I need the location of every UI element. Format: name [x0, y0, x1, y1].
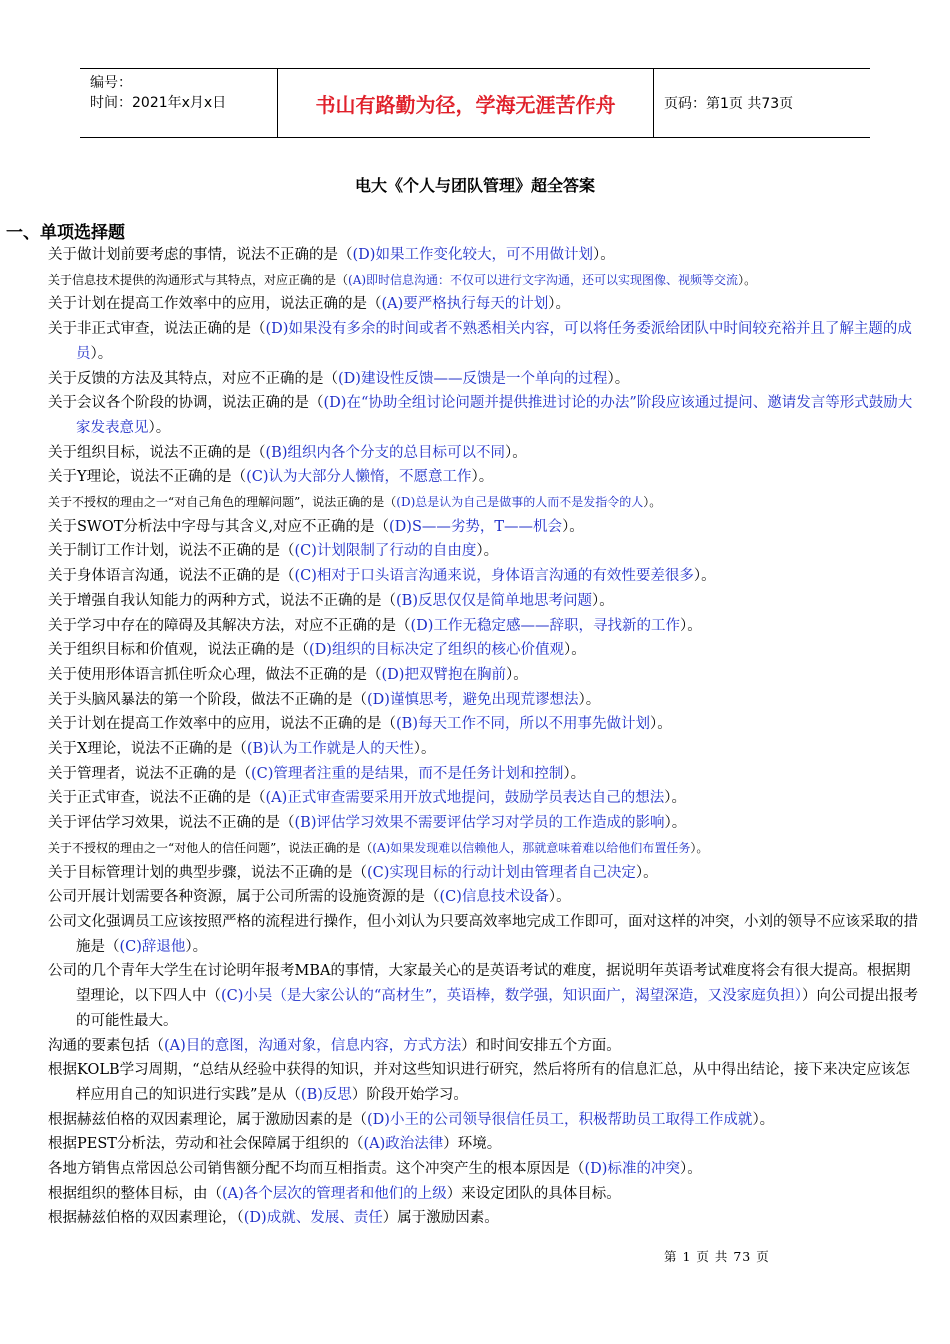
question-ending: ）。	[664, 790, 687, 807]
answer-text: (C)信息技术设备	[439, 889, 549, 906]
question-text: 关于管理者，说法不正确的是（	[48, 765, 251, 782]
question-text: 根据KOLB学习周期，“总结从经验中获得的知识，并对这些知识进行研究，然后将所有的信息汇总，从中得出结论，接下来决定应该怎样应用自己的知识进行实践”是从（	[48, 1062, 911, 1103]
question-text: 公司开展计划需要各种资源，属于公司所需的设施资源的是（	[48, 889, 440, 906]
page-info: 页码：第1页 共73页	[664, 96, 794, 112]
answer-text: (D)小王的公司领导很信任员工，积极帮助员工取得工作成就	[367, 1111, 753, 1128]
question-item	[48, 243, 918, 268]
question-text: 根据PEST分析法，劳动和社会保障属于组织的（	[48, 1136, 364, 1153]
answer-text: (D)把双臂抱在胸前	[381, 666, 506, 683]
question-ending: ）。	[752, 1111, 775, 1128]
answer-text: (D)总是认为自己是做事的人而不是发指令的人	[396, 495, 644, 510]
question-text: 关于正式审查，说法不正确的是（	[48, 790, 266, 807]
question-item	[48, 762, 918, 787]
answer-text: (D)工作无稳定感——辞职，寻找新的工作	[410, 617, 680, 634]
question-item	[48, 1132, 918, 1157]
question-text: 关于不授权的理由之一“对自己角色的理解问题”，说法正确的是（	[48, 495, 397, 510]
question-text: 关于不授权的理由之一“对他人的信任问题”，说法正确的是（	[48, 840, 373, 855]
question-ending: ）。	[591, 592, 614, 609]
question-ending: ）和时间安排五个方面。	[461, 1037, 621, 1054]
question-text: 关于使用形体语言抓住听众心理，做法不正确的是（	[48, 666, 382, 683]
question-ending: ）。	[185, 938, 208, 955]
question-item	[48, 1206, 918, 1231]
question-text: 关于组织目标，说法不正确的是（	[48, 444, 266, 461]
answer-text: (A)各个层次的管理者和他们的上级	[222, 1185, 447, 1202]
question-item	[48, 539, 918, 564]
header-left-cell	[80, 69, 278, 137]
question-text: 根据赫兹伯格的双因素理论，（	[48, 1210, 244, 1227]
question-ending: ）。	[476, 543, 499, 560]
question-ending: ）。	[649, 716, 672, 733]
question-text: 关于信息技术提供的沟通形式与其特点，对应正确的是（	[48, 272, 349, 287]
question-item	[48, 564, 918, 589]
question-ending: ）。	[693, 568, 716, 585]
answer-text: (C)认为大部分人懒惰，不愿意工作	[246, 469, 472, 486]
document-title: 电大《个人与团队管理》超全答案	[354, 176, 595, 195]
question-text: 关于计划在提高工作效率中的应用，说法正确的是（	[48, 296, 382, 313]
question-item	[48, 638, 918, 663]
question-item	[48, 836, 918, 861]
answer-text: (A)目的意图，沟通对象，信息内容，方式方法	[164, 1037, 462, 1054]
answer-text: (B)反思仅仅是简单地思考问题	[396, 592, 592, 609]
question-item	[48, 490, 918, 515]
question-ending: ）。	[90, 345, 113, 362]
answer-text: (D)如果没有多余的时间或者不熟悉相关内容，可以将任务委派给团队中时间较充裕并且了解主题的成员	[76, 321, 912, 362]
question-item	[48, 614, 918, 639]
question-text: 关于头脑风暴法的第一个阶段，做法不正确的是（	[48, 691, 367, 708]
question-item	[48, 1182, 918, 1207]
answer-text: (C)计划限制了行动的自由度	[294, 543, 477, 560]
answer-text: (D)谨慎思考，避免出现荒谬想法	[367, 691, 579, 708]
question-item	[48, 910, 918, 959]
question-text: 关于组织目标和价值观，说法正确的是（	[48, 642, 309, 659]
answer-text: (D)如果工作变化较大，可不用做计划	[352, 247, 593, 263]
question-ending: ）。	[738, 272, 757, 287]
question-text: 关于增强自我认知能力的两种方式，说法不正确的是（	[48, 592, 396, 609]
question-item	[48, 688, 918, 713]
header-motto-cell	[278, 69, 654, 137]
question-text: 关于计划在提高工作效率中的应用，说法不正确的是（	[48, 716, 396, 733]
question-item	[48, 391, 918, 440]
question-text: 关于Y理论，说法不正确的是（	[48, 469, 247, 486]
question-item	[48, 515, 918, 540]
question-text: 关于学习中存在的障碍及其解决方法，对应不正确的是（	[48, 617, 411, 634]
question-item	[48, 1058, 918, 1107]
question-ending: ）。	[562, 518, 584, 535]
question-text: 关于做计划前要考虑的事情，说法不正确的是（	[48, 247, 353, 263]
question-ending: ）。	[563, 765, 586, 782]
date-label: 时间：2021年x月x日	[90, 95, 227, 111]
question-ending: ）。	[679, 617, 702, 634]
question-ending: ）。	[413, 741, 436, 758]
question-ending: ）。	[679, 1161, 702, 1178]
question-ending: ）。	[548, 889, 571, 906]
page-footer: 第 1 页 共 73 页	[664, 1249, 770, 1264]
question-text: 关于身体语言沟通，说法不正确的是（	[48, 568, 295, 585]
answer-text: (D)成就、发展、责任	[243, 1210, 383, 1227]
question-item	[48, 712, 918, 737]
question-item	[48, 1034, 918, 1059]
question-item	[48, 663, 918, 688]
answer-text: (A)即时信息沟通：不仅可以进行文字沟通，还可以实现图像、视频等交流	[348, 272, 739, 287]
answer-text: (D)建设性反馈——反馈是一个单向的过程	[338, 370, 608, 387]
question-item	[48, 1157, 918, 1182]
question-ending: ）来设定团队的具体目标。	[446, 1185, 621, 1202]
question-ending: ）。	[578, 691, 601, 708]
answer-text: (C)管理者注重的是结果，而不是任务计划和控制	[251, 765, 564, 782]
question-ending: ）。	[471, 469, 494, 486]
question-text: 关于X理论，说法不正确的是（	[48, 741, 247, 758]
header-page-info-cell	[654, 69, 870, 137]
question-item	[48, 292, 918, 317]
answer-text: (D)标准的冲突	[584, 1161, 680, 1178]
question-item	[48, 1108, 918, 1133]
question-text: 关于评估学习效果，说法不正确的是（	[48, 815, 295, 832]
question-text: 根据组织的整体目标，由（	[48, 1185, 222, 1202]
question-text: 公司的几个青年大学生在讨论明年报考MBA的事情，大家最关心的是英语考试的难度，据说明年英语考试难度将会有很大提高。根据期望理论，以下四人中（	[48, 963, 911, 1005]
question-ending: ）向公司提出报考的可能性最大。	[76, 988, 918, 1029]
question-item	[48, 885, 918, 910]
question-text: 关于目标管理计划的典型步骤，说法不正确的是（	[48, 864, 367, 881]
question-ending: ）。	[690, 840, 709, 855]
question-ending: ）。	[643, 495, 662, 510]
answer-text: (A)正式审查需要采用开放式地提问，鼓励学员表达自己的想法	[265, 790, 665, 807]
question-ending: ）。	[505, 666, 528, 683]
question-ending: ）。	[548, 296, 571, 313]
answer-text: (B)认为工作就是人的天性	[246, 741, 414, 758]
question-item	[48, 441, 918, 466]
question-text: 关于会议各个阶段的协调，说法正确的是（	[48, 395, 324, 412]
question-ending: ）环境。	[443, 1136, 502, 1153]
answer-text: (D)在“协助全组讨论问题并提供推进讨论的办法”阶段应该通过提问、邀请发言等形式鼓励大家发表意见	[76, 395, 913, 436]
question-ending: ）。	[148, 419, 171, 436]
question-text: 关于非正式审查，说法正确的是（	[48, 321, 266, 338]
answer-text: (C)小吴（是大家公认的“高材生”，英语棒，数学强，知识面广，渴望深造，又没家庭负担）	[221, 988, 802, 1005]
answer-text: (A)如果发现难以信赖他人，那就意味着难以给他们布置任务	[372, 840, 691, 855]
answer-text: (C)辞退他	[119, 938, 186, 955]
question-item	[48, 317, 918, 366]
question-item	[48, 811, 918, 836]
answer-text: (A)要严格执行每天的计划	[381, 296, 549, 313]
question-item	[48, 589, 918, 614]
question-text: 沟通的要素包括（	[48, 1037, 164, 1054]
question-item	[48, 861, 918, 886]
question-text: 关于反馈的方法及其特点，对应不正确的是（	[48, 370, 338, 387]
question-text: 关于SWOT分析法中字母与其含义,对应不正确的是（	[48, 518, 390, 535]
question-item	[48, 268, 918, 293]
question-text: 公司文化强调员工应该按照严格的流程进行操作，但小刘认为只要高效率地完成工作即可，面对这样的冲突，小刘的领导不应该采取的措施是（	[48, 913, 918, 955]
answer-text: (D)S——劣势，T——机会	[389, 518, 563, 535]
question-text: 根据赫兹伯格的双因素理论，属于激励因素的是（	[48, 1111, 367, 1128]
question-ending: ）阶段开始学习。	[351, 1086, 468, 1103]
answer-text: (B)评估学习效果不需要评估学习对学员的工作造成的影响	[294, 815, 665, 832]
question-text: 关于制订工作计划，说法不正确的是（	[48, 543, 295, 560]
question-list	[48, 243, 918, 1231]
question-ending: ）。	[563, 642, 586, 659]
answer-text: (B)每天工作不同，所以不用事先做计划	[396, 716, 650, 733]
answer-text: (D)组织的目标决定了组织的核心价值观	[309, 642, 564, 659]
question-ending: ）。	[607, 370, 630, 387]
section-title: 一、单项选择题	[6, 223, 125, 243]
answer-text: (B)组织内各个分支的总目标可以不同	[265, 444, 505, 461]
question-ending: ）。	[635, 864, 658, 881]
motto-text: 书山有路勤为径，学海无涯苦作舟	[315, 92, 616, 117]
question-item	[48, 959, 918, 1033]
question-ending: ）属于激励因素。	[382, 1210, 499, 1227]
question-item	[48, 786, 918, 811]
page-header-table	[80, 68, 870, 138]
serial-number-label: 编号：	[90, 75, 132, 91]
answer-text: (C)实现目标的行动计划由管理者自己决定	[367, 864, 636, 881]
question-item	[48, 737, 918, 762]
question-ending: ）。	[504, 444, 527, 461]
question-item	[48, 465, 918, 490]
answer-text: (A)政治法律	[363, 1136, 444, 1153]
question-ending: ）。	[664, 815, 687, 832]
answer-text: (C)相对于口头语言沟通来说，身体语言沟通的有效性要差很多	[294, 568, 694, 585]
question-item	[48, 367, 918, 392]
answer-text: (B)反思	[300, 1086, 352, 1103]
question-text: 各地方销售点常因总公司销售额分配不均而互相指责。这个冲突产生的根本原因是（	[48, 1161, 585, 1178]
question-ending: ）。	[592, 247, 615, 263]
